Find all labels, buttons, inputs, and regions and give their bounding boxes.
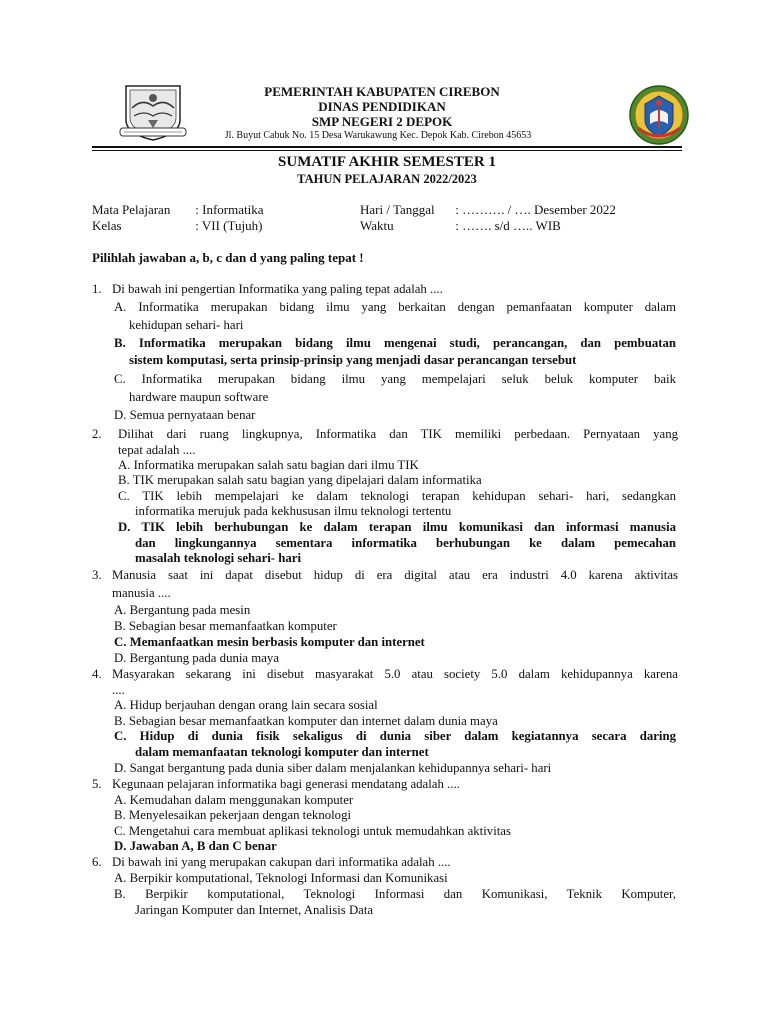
question-text: Di bawah ini pengertian Informatika yang paling tepat adalah .... — [112, 282, 443, 296]
option-a: A. Hidup berjauhan dengan orang lain secara sosial — [114, 698, 378, 712]
option-c-correct: C. Memanfaatkan mesin berbasis komputer dan internet — [114, 635, 425, 649]
option-b-cont: Jaringan Komputer dan Internet, Analisis Data — [135, 903, 374, 917]
option-b: B. Sebagian besar memanfaatkan komputer dan internet dalam dunia maya — [114, 714, 498, 728]
date-row — [360, 202, 616, 218]
option-a: A. Kemudahan dalam menggunakan komputer — [114, 793, 354, 807]
option-c-cont: hardware maupun software — [129, 390, 269, 404]
option-b: B. Menyelesaikan pekerjaan dengan teknologi — [114, 808, 352, 822]
option-d-cont: dan lingkungannya sementara informatika berhubungan ke dalam pemecahan — [135, 536, 676, 550]
option-d-correct: D. Jawaban A, B dan C benar — [114, 839, 277, 853]
option-a: A. Informatika merupakan bidang ilmu yang berkaitan dengan pemanfaatan komputer dalam — [114, 300, 676, 314]
option-d: D. Sangat bergantung pada dunia siber dalam menjalankan kehidupannya sehari- hari — [114, 761, 552, 775]
option-b: B. TIK merupakan salah satu bagian yang dipelajari dalam informatika — [118, 473, 482, 487]
date-label: Hari / Tanggal — [360, 202, 435, 217]
option-d-cont: masalah teknologi sehari- hari — [135, 551, 302, 565]
question-text: Kegunaan pelajaran informatika bagi generasi mendatang adalah .... — [112, 777, 460, 791]
class-value: : VII (Tujuh) — [195, 218, 263, 233]
question-text: Di bawah ini yang merupakan cakupan dari informatika adalah .... — [112, 855, 451, 869]
question-number: 6. — [92, 855, 102, 869]
subject-label: Mata Pelajaran — [92, 202, 171, 217]
subject-row — [92, 202, 263, 218]
question-number: 4. — [92, 667, 102, 681]
time-value: : ……. s/d ….. WIB — [455, 218, 561, 233]
date-value: : ………. / …. Desember 2022 — [455, 202, 616, 217]
option-d: D. Bergantung pada dunia maya — [114, 651, 280, 665]
option-b: B. Sebagian besar memanfaatkan komputer — [114, 619, 337, 633]
question-text: Masyarakan sekarang ini disebut masyarakat 5.0 atau society 5.0 dalam kehidupannya karena — [112, 667, 678, 681]
instruction: Pilihlah jawaban a, b, c dan d yang paling tepat ! — [92, 250, 364, 265]
class-row — [92, 218, 262, 234]
exam-title-block — [92, 154, 682, 187]
option-c-cont: dalam memanfaatan teknologi komputer dan internet — [135, 745, 429, 759]
question-number: 5. — [92, 777, 102, 791]
class-label: Kelas — [92, 218, 122, 233]
school-badge-logo — [628, 84, 690, 146]
letterhead-divider-thick — [92, 146, 682, 148]
option-c-cont: informatika merujuk pada kekhususan ilmu teknologi tertentu — [135, 504, 452, 518]
option-d-correct: D. TIK lebih berhubungan ke dalam terapan ilmu komunikasi dan informasi manusia — [118, 520, 676, 534]
school-address: Jl. Buyut Cabuk No. 15 Desa Warukawung Kec. Depok Kab. Cirebon 45653 — [224, 130, 532, 141]
option-c-correct: C. Hidup di dunia fisik sekaligus di dunia siber dalam kegiatannya secara daring — [114, 729, 676, 743]
question-number: 2. — [92, 427, 102, 441]
option-a: A. Informatika merupakan salah satu bagian dari ilmu TIK — [118, 458, 419, 472]
option-a: A. Berpikir komputational, Teknologi Informasi dan Komunikasi — [114, 871, 448, 885]
government-name: PEMERINTAH KABUPATEN CIREBON — [264, 84, 500, 99]
time-row — [360, 218, 561, 234]
academic-year: TAHUN PELAJARAN 2022/2023 — [297, 172, 477, 186]
option-b-correct: B. Informatika merupakan bidang ilmu mengenai studi, perancangan, dan pembuatan — [114, 336, 676, 350]
option-c: C. Informatika merupakan bidang ilmu yang mempelajari seluk beluk komputer baik — [114, 372, 676, 386]
question-number: 3. — [92, 568, 102, 582]
option-b: B. Berpikir komputational, Teknologi Informasi dan Komunikasi, Teknik Komputer, — [114, 887, 676, 901]
department-name: DINAS PENDIDIKAN — [318, 99, 446, 114]
option-c: C. Mengetahui cara membuat aplikasi teknologi untuk memudahkan aktivitas — [114, 824, 511, 838]
letterhead — [200, 84, 564, 143]
option-d: D. Semua pernyataan benar — [114, 408, 256, 422]
question-text: Manusia saat ini dapat disebut hidup di era digital atau era industri 4.0 karena aktivitas — [112, 568, 678, 582]
kabupaten-crest-logo — [118, 80, 188, 142]
time-label: Waktu — [360, 218, 394, 233]
letterhead-divider-thin — [92, 150, 682, 151]
option-c: C. TIK lebih mempelajari ke dalam teknologi terapan kehidupan sehari- hari, sedangkan — [118, 489, 676, 503]
question-text: Dilihat dari ruang lingkupnya, Informatika dan TIK memiliki perbedaan. Pernyataan yang — [118, 427, 678, 441]
subject-value: : Informatika — [195, 202, 264, 217]
option-b-cont: sistem komputasi, serta prinsip-prinsip yang menjadi dasar perancangan tersebut — [129, 353, 577, 367]
exam-title: SUMATIF AKHIR SEMESTER 1 — [278, 154, 496, 170]
option-a: A. Bergantung pada mesin — [114, 603, 251, 617]
option-a-cont: kehidupan sehari- hari — [129, 318, 244, 332]
school-name: SMP NEGERI 2 DEPOK — [311, 114, 453, 129]
question-text-cont: manusia .... — [112, 586, 171, 600]
question-text-cont: .... — [112, 683, 125, 697]
question-text-cont: tepat adalah .... — [118, 443, 196, 457]
question-number: 1. — [92, 282, 102, 296]
